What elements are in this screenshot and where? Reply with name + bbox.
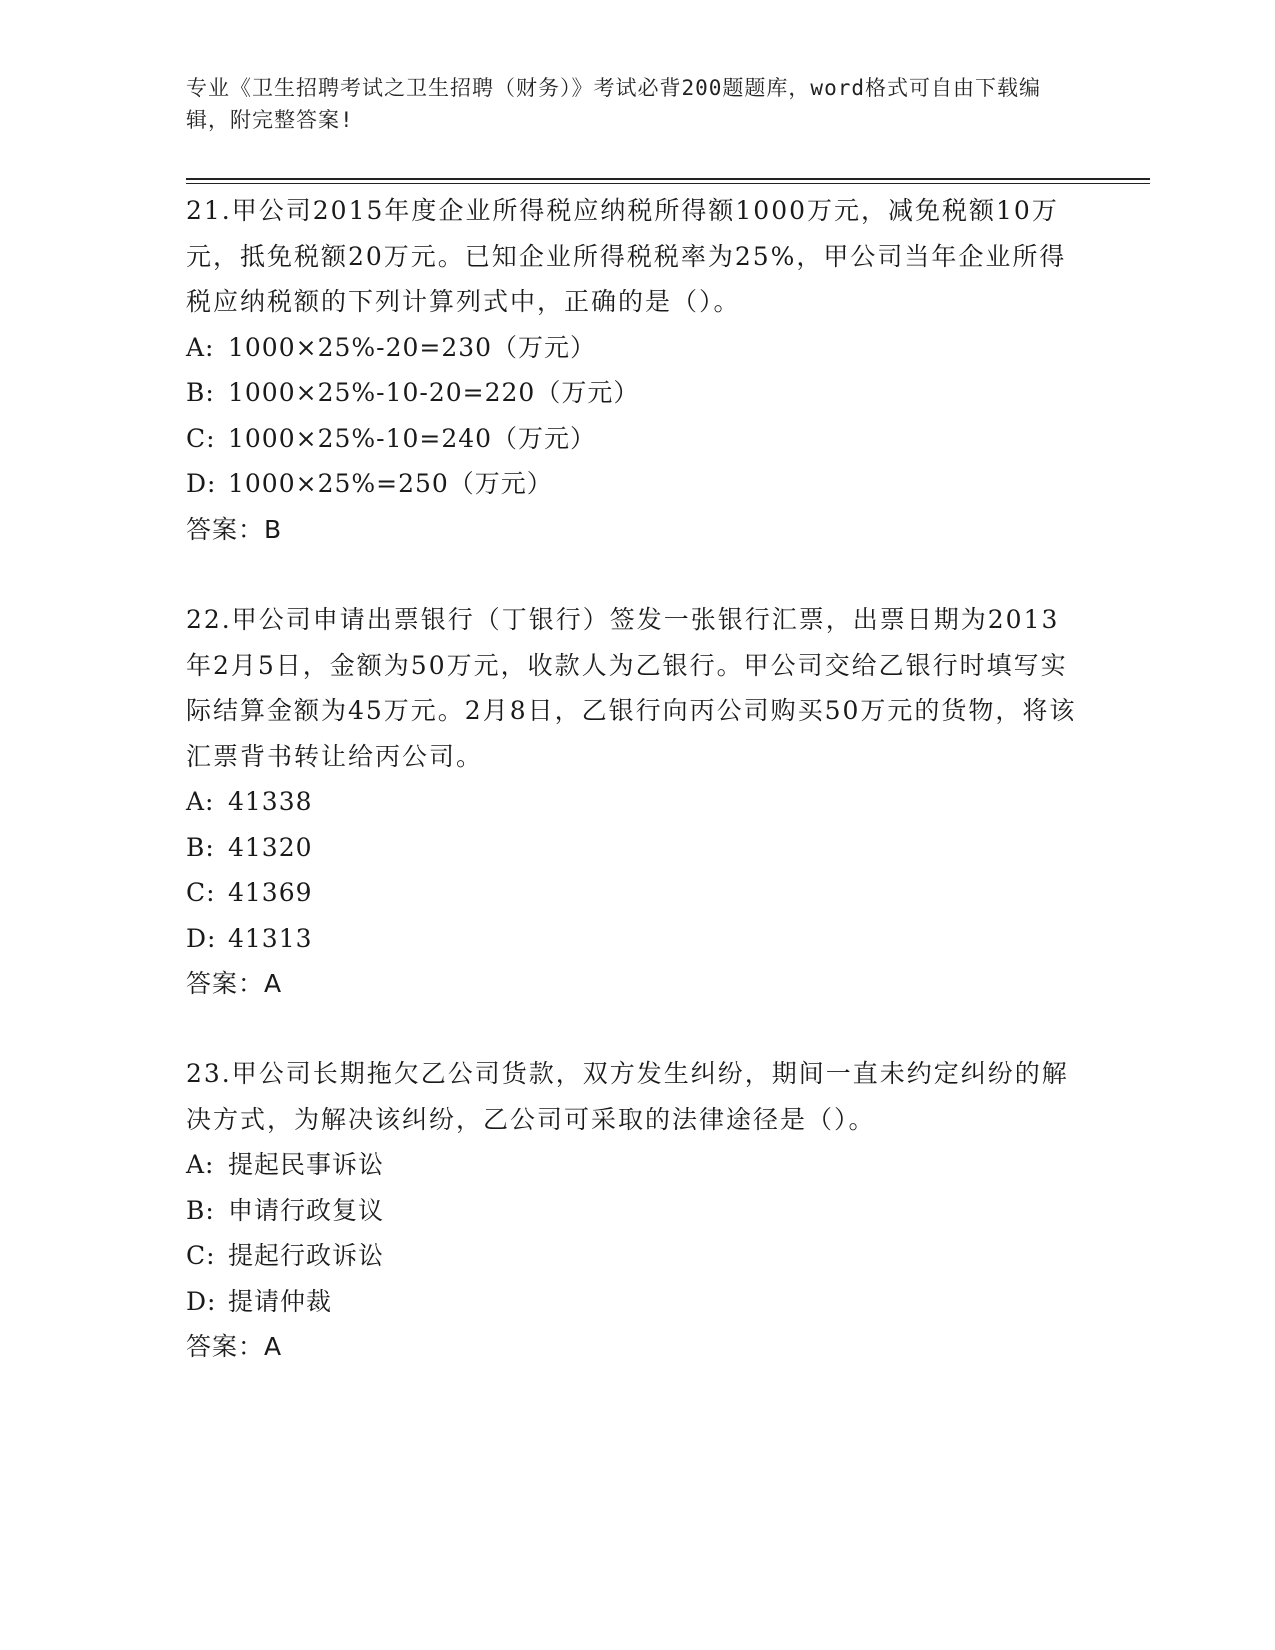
header-divider-thin xyxy=(186,183,1150,184)
option-d xyxy=(186,461,1086,507)
option-a xyxy=(186,779,1086,825)
option-letter: A: xyxy=(186,787,215,816)
option-text: 申请行政复议 xyxy=(228,1195,385,1225)
header-divider-thick xyxy=(186,178,1150,180)
question-23 xyxy=(186,1051,1086,1370)
document-header: 专业《卫生招聘考试之卫生招聘（财务）》考试必背200题题库，word格式可自由下载编辑，附完整答案! xyxy=(186,76,1041,132)
option-text: 1000×25%-10=240（万元） xyxy=(228,423,597,453)
option-letter: B: xyxy=(186,832,215,862)
option-letter: D: xyxy=(186,1286,217,1316)
option-b xyxy=(186,370,1086,416)
option-c xyxy=(186,416,1086,462)
question-stem: 22.甲公司申请出票银行（丁银行）签发一张银行汇票，出票日期为2013年2月5日，金额为50万元，收款人为乙银行。甲公司交给乙银行时填写实际结算金额为45万元。2月8日，乙银行向丙公司购买50万元的货物，将该汇票背书转让给丙公司。 xyxy=(186,605,1077,771)
option-a xyxy=(186,325,1086,371)
answer-line: 答案：A xyxy=(186,969,283,998)
question-stem: 21.甲公司2015年度企业所得税应纳税所得额1000万元，减免税额10万元，抵免税额20万元。已知企业所得税税率为25%，甲公司当年企业所得税应纳税额的下列计算列式中，正确的是（）。 xyxy=(186,196,1067,316)
option-text: 41313 xyxy=(228,923,313,953)
question-21 xyxy=(186,188,1086,552)
option-c xyxy=(186,1233,1086,1279)
option-letter: A: xyxy=(186,332,215,362)
option-d xyxy=(186,1279,1086,1325)
option-text: 1000×25%-10-20=220（万元） xyxy=(228,378,640,407)
option-a xyxy=(186,1142,1086,1188)
option-text: 41338 xyxy=(228,787,313,816)
option-letter: B: xyxy=(186,378,215,407)
option-text: 提请仲裁 xyxy=(228,1286,333,1316)
option-letter: C: xyxy=(186,878,216,907)
option-text: 提起行政诉讼 xyxy=(228,1241,385,1270)
option-text: 提起民事诉讼 xyxy=(228,1150,385,1179)
option-letter: D: xyxy=(186,923,217,953)
option-d xyxy=(186,916,1086,962)
option-text: 1000×25%-20=230（万元） xyxy=(228,332,597,362)
option-b xyxy=(186,1188,1086,1234)
answer-line: 答案：B xyxy=(186,514,283,544)
option-c xyxy=(186,870,1086,916)
option-letter: C: xyxy=(186,423,216,453)
question-stem: 23.甲公司长期拖欠乙公司货款，双方发生纠纷，期间一直未约定纠纷的解决方式，为解决该纠纷，乙公司可采取的法律途径是（）。 xyxy=(186,1059,1069,1134)
answer-line: 答案：A xyxy=(186,1332,283,1361)
option-text: 1000×25%=250（万元） xyxy=(228,469,553,498)
option-b xyxy=(186,825,1086,871)
option-letter: D: xyxy=(186,469,217,498)
option-letter: B: xyxy=(186,1195,215,1225)
option-text: 41320 xyxy=(228,832,313,862)
option-text: 41369 xyxy=(228,878,313,907)
question-22 xyxy=(186,597,1086,1007)
option-letter: C: xyxy=(186,1241,216,1270)
option-letter: A: xyxy=(186,1150,215,1179)
